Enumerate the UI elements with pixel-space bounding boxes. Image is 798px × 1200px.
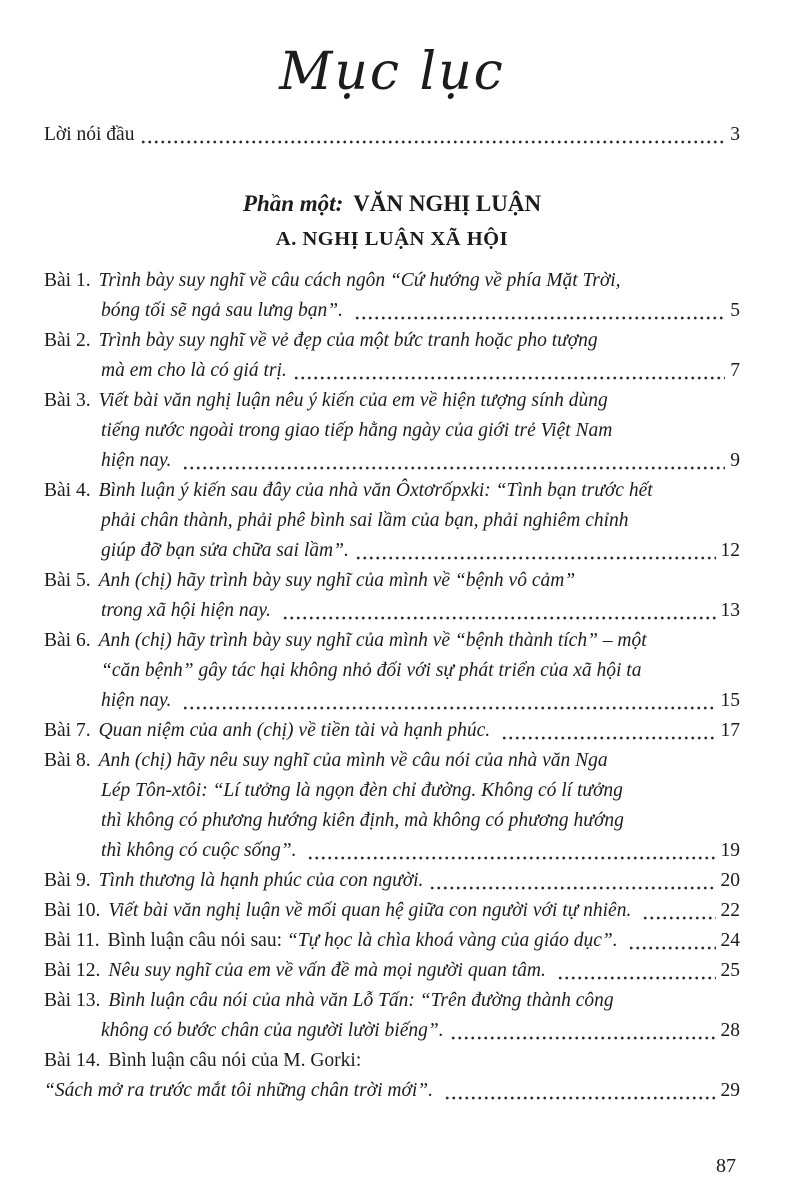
entry-title-text: thì không có phương hướng kiên định, mà không có phương hướng <box>101 810 624 831</box>
entry-number-label: Bài 9. <box>44 870 91 891</box>
part-heading-title: VĂN NGHỊ LUẬN <box>353 191 542 216</box>
toc-entry <box>44 896 740 926</box>
toc-entry-line <box>44 356 740 386</box>
entry-number-label: Bài 11. <box>44 930 100 951</box>
preface-label: Lời nói đầu <box>44 124 135 145</box>
toc-entry-line <box>44 866 740 896</box>
toc-entry-line <box>44 656 740 686</box>
dot-leader <box>450 1035 716 1041</box>
entry-title-text: Trình bày suy nghĩ về câu cách ngôn “Cứ hướng về phía Mặt Trời, <box>98 270 621 291</box>
toc-entry-line <box>44 386 740 416</box>
toc-entry-line <box>44 1076 740 1106</box>
toc-entry-line <box>44 956 740 986</box>
dot-leader <box>444 1095 716 1101</box>
part-heading <box>44 188 740 220</box>
toc-entry-line <box>44 896 740 926</box>
toc-entry-line <box>44 986 740 1016</box>
entry-number-label: Bài 10. <box>44 900 101 921</box>
entry-page-number: 25 <box>720 960 740 981</box>
toc-entry <box>44 626 740 716</box>
entry-title-text: Nêu suy nghĩ của em về vấn đề mà mọi người quan tâm. <box>108 960 551 981</box>
entry-title-text: tiếng nước ngoài trong giao tiếp hằng ngày của giới trẻ Việt Nam <box>101 420 613 441</box>
toc-entry <box>44 1046 740 1106</box>
toc-entry <box>44 266 740 326</box>
toc-entry-line <box>44 266 740 296</box>
entry-number-label: Bài 5. <box>44 570 91 591</box>
entry-title-text: bóng tối sẽ ngả sau lưng bạn”. <box>101 300 348 321</box>
toc-entry-line <box>44 806 740 836</box>
entry-page-number: 28 <box>720 1020 740 1041</box>
toc-entry <box>44 476 740 566</box>
dot-leader <box>628 945 715 951</box>
toc-entry <box>44 866 740 896</box>
toc-entry <box>44 716 740 746</box>
toc-entry <box>44 986 740 1046</box>
dot-leader <box>501 735 716 741</box>
toc-entry-line <box>44 506 740 536</box>
toc-entry-line <box>44 476 740 506</box>
entry-page-number: 15 <box>720 690 740 711</box>
entry-title-text: mà em cho là có giá trị. <box>101 360 287 381</box>
entry-number-label: Bài 14. <box>44 1050 101 1071</box>
toc-entry-line <box>44 626 740 656</box>
entry-title-text: “Tự học là chìa khoá vàng của giáo dục”. <box>286 930 623 951</box>
dot-leader <box>354 315 725 321</box>
dot-leader <box>307 855 715 861</box>
entry-title-text: hiện nay. <box>101 690 177 711</box>
dot-leader <box>182 465 725 471</box>
preface-page-number: 3 <box>730 124 740 145</box>
toc-entry-line <box>44 686 740 716</box>
entry-number-label: Bài 3. <box>44 390 91 411</box>
toc-entry-line <box>44 1046 740 1076</box>
toc-entry-line <box>44 596 740 626</box>
toc-entry-line <box>44 446 740 476</box>
entry-page-number: 7 <box>730 360 740 381</box>
entry-title-text: Bình luận ý kiến sau đây của nhà văn Ôxtơrốpxki: “Tình bạn trước hết <box>98 480 653 501</box>
dot-leader <box>182 705 715 711</box>
toc-entry-line <box>44 716 740 746</box>
dot-leader <box>429 885 715 891</box>
toc-entry-line <box>44 746 740 776</box>
entry-title-text: “căn bệnh” gây tác hại không nhỏ đối với sự phát triển của xã hội ta <box>101 660 642 681</box>
toc-entry <box>44 926 740 956</box>
entry-title-text: Trình bày suy nghĩ về vẻ đẹp của một bức tranh hoặc pho tượng <box>98 330 598 351</box>
entry-title-text: Quan niệm của anh (chị) về tiền tài và hạnh phúc. <box>98 720 495 741</box>
entry-title-text: Anh (chị) hãy trình bày suy nghĩ của mình về “bệnh thành tích” – một <box>98 630 647 651</box>
toc-entry <box>44 956 740 986</box>
entry-title-text: Lép Tôn-xtôi: “Lí tưởng là ngọn đèn chỉ đường. Không có lí tưởng <box>101 780 623 801</box>
entry-page-number: 5 <box>730 300 740 321</box>
preface-entry <box>44 120 740 150</box>
entry-page-number: 20 <box>720 870 740 891</box>
entry-title-text: phải chân thành, phải phê bình sai lầm của bạn, phải nghiêm chỉnh <box>101 510 629 531</box>
entry-title-text: Anh (chị) hãy nêu suy nghĩ của mình về câu nói của nhà văn Nga <box>98 750 608 771</box>
entry-page-number: 9 <box>730 450 740 471</box>
entry-title-text: Bình luận câu nói của nhà văn Lỗ Tấn: “Trên đường thành công <box>108 990 614 1011</box>
entry-number-label: Bài 13. <box>44 990 101 1011</box>
toc-entry-line <box>44 566 740 596</box>
toc-entry <box>44 566 740 626</box>
entry-title-text: Viết bài văn nghị luận nêu ý kiến của em về hiện tượng sính dùng <box>98 390 608 411</box>
page-title: Mục lục <box>279 42 505 102</box>
toc-entry-line <box>44 1016 740 1046</box>
page-number: 87 <box>716 1155 736 1177</box>
entry-title-text: Anh (chị) hãy trình bày suy nghĩ của mình về “bệnh vô cảm” <box>98 570 576 591</box>
entry-title-text: giúp đỡ bạn sửa chữa sai lầm”. <box>101 540 349 561</box>
entry-page-number: 22 <box>720 900 740 921</box>
dot-leader <box>642 915 715 921</box>
toc-entries <box>44 266 740 1106</box>
entry-title-text: không có bước chân của người lười biếng”. <box>101 1020 444 1041</box>
toc-entry-line <box>44 536 740 566</box>
toc-entry <box>44 746 740 866</box>
entry-page-number: 13 <box>720 600 740 621</box>
entry-title-text: Bình luận câu nói sau: <box>107 930 287 951</box>
entry-title-text: Viết bài văn nghị luận về mối quan hệ giữa con người với tự nhiên. <box>108 900 637 921</box>
toc-entry-line <box>44 416 740 446</box>
entry-title-text: trong xã hội hiện nay. <box>101 600 276 621</box>
dot-leader <box>293 375 725 381</box>
entry-page-number: 17 <box>720 720 740 741</box>
toc-entry <box>44 386 740 476</box>
entry-title-text: “Sách mở ra trước mắt tôi những chân trời mới”. <box>44 1080 438 1101</box>
dot-leader <box>355 555 716 561</box>
entry-number-label: Bài 4. <box>44 480 91 501</box>
entry-title-text: thì không có cuộc sống”. <box>101 840 302 861</box>
entry-page-number: 24 <box>720 930 740 951</box>
entry-number-label: Bài 8. <box>44 750 91 771</box>
toc-entry-line <box>44 836 740 866</box>
dot-leader <box>140 139 725 145</box>
entry-title-text: Bình luận câu nói của M. Gorki: <box>108 1050 362 1071</box>
toc-entry-line <box>44 926 740 956</box>
entry-number-label: Bài 2. <box>44 330 91 351</box>
dot-leader <box>557 975 716 981</box>
entry-title-text: hiện nay. <box>101 450 177 471</box>
section-heading: A. NGHỊ LUẬN XÃ HỘI <box>275 228 509 250</box>
entry-page-number: 12 <box>720 540 740 561</box>
entry-page-number: 19 <box>720 840 740 861</box>
toc-entry-line <box>44 776 740 806</box>
toc-entry-line <box>44 326 740 356</box>
entry-number-label: Bài 1. <box>44 270 91 291</box>
entry-number-label: Bài 7. <box>44 720 91 741</box>
toc-entry-line <box>44 296 740 326</box>
entry-number-label: Bài 12. <box>44 960 101 981</box>
entry-page-number: 29 <box>720 1080 740 1101</box>
entry-number-label: Bài 6. <box>44 630 91 651</box>
entry-title-text: Tình thương là hạnh phúc của con người. <box>98 870 424 891</box>
dot-leader <box>282 615 716 621</box>
part-heading-prefix: Phần một: <box>242 191 344 216</box>
toc-entry <box>44 326 740 386</box>
